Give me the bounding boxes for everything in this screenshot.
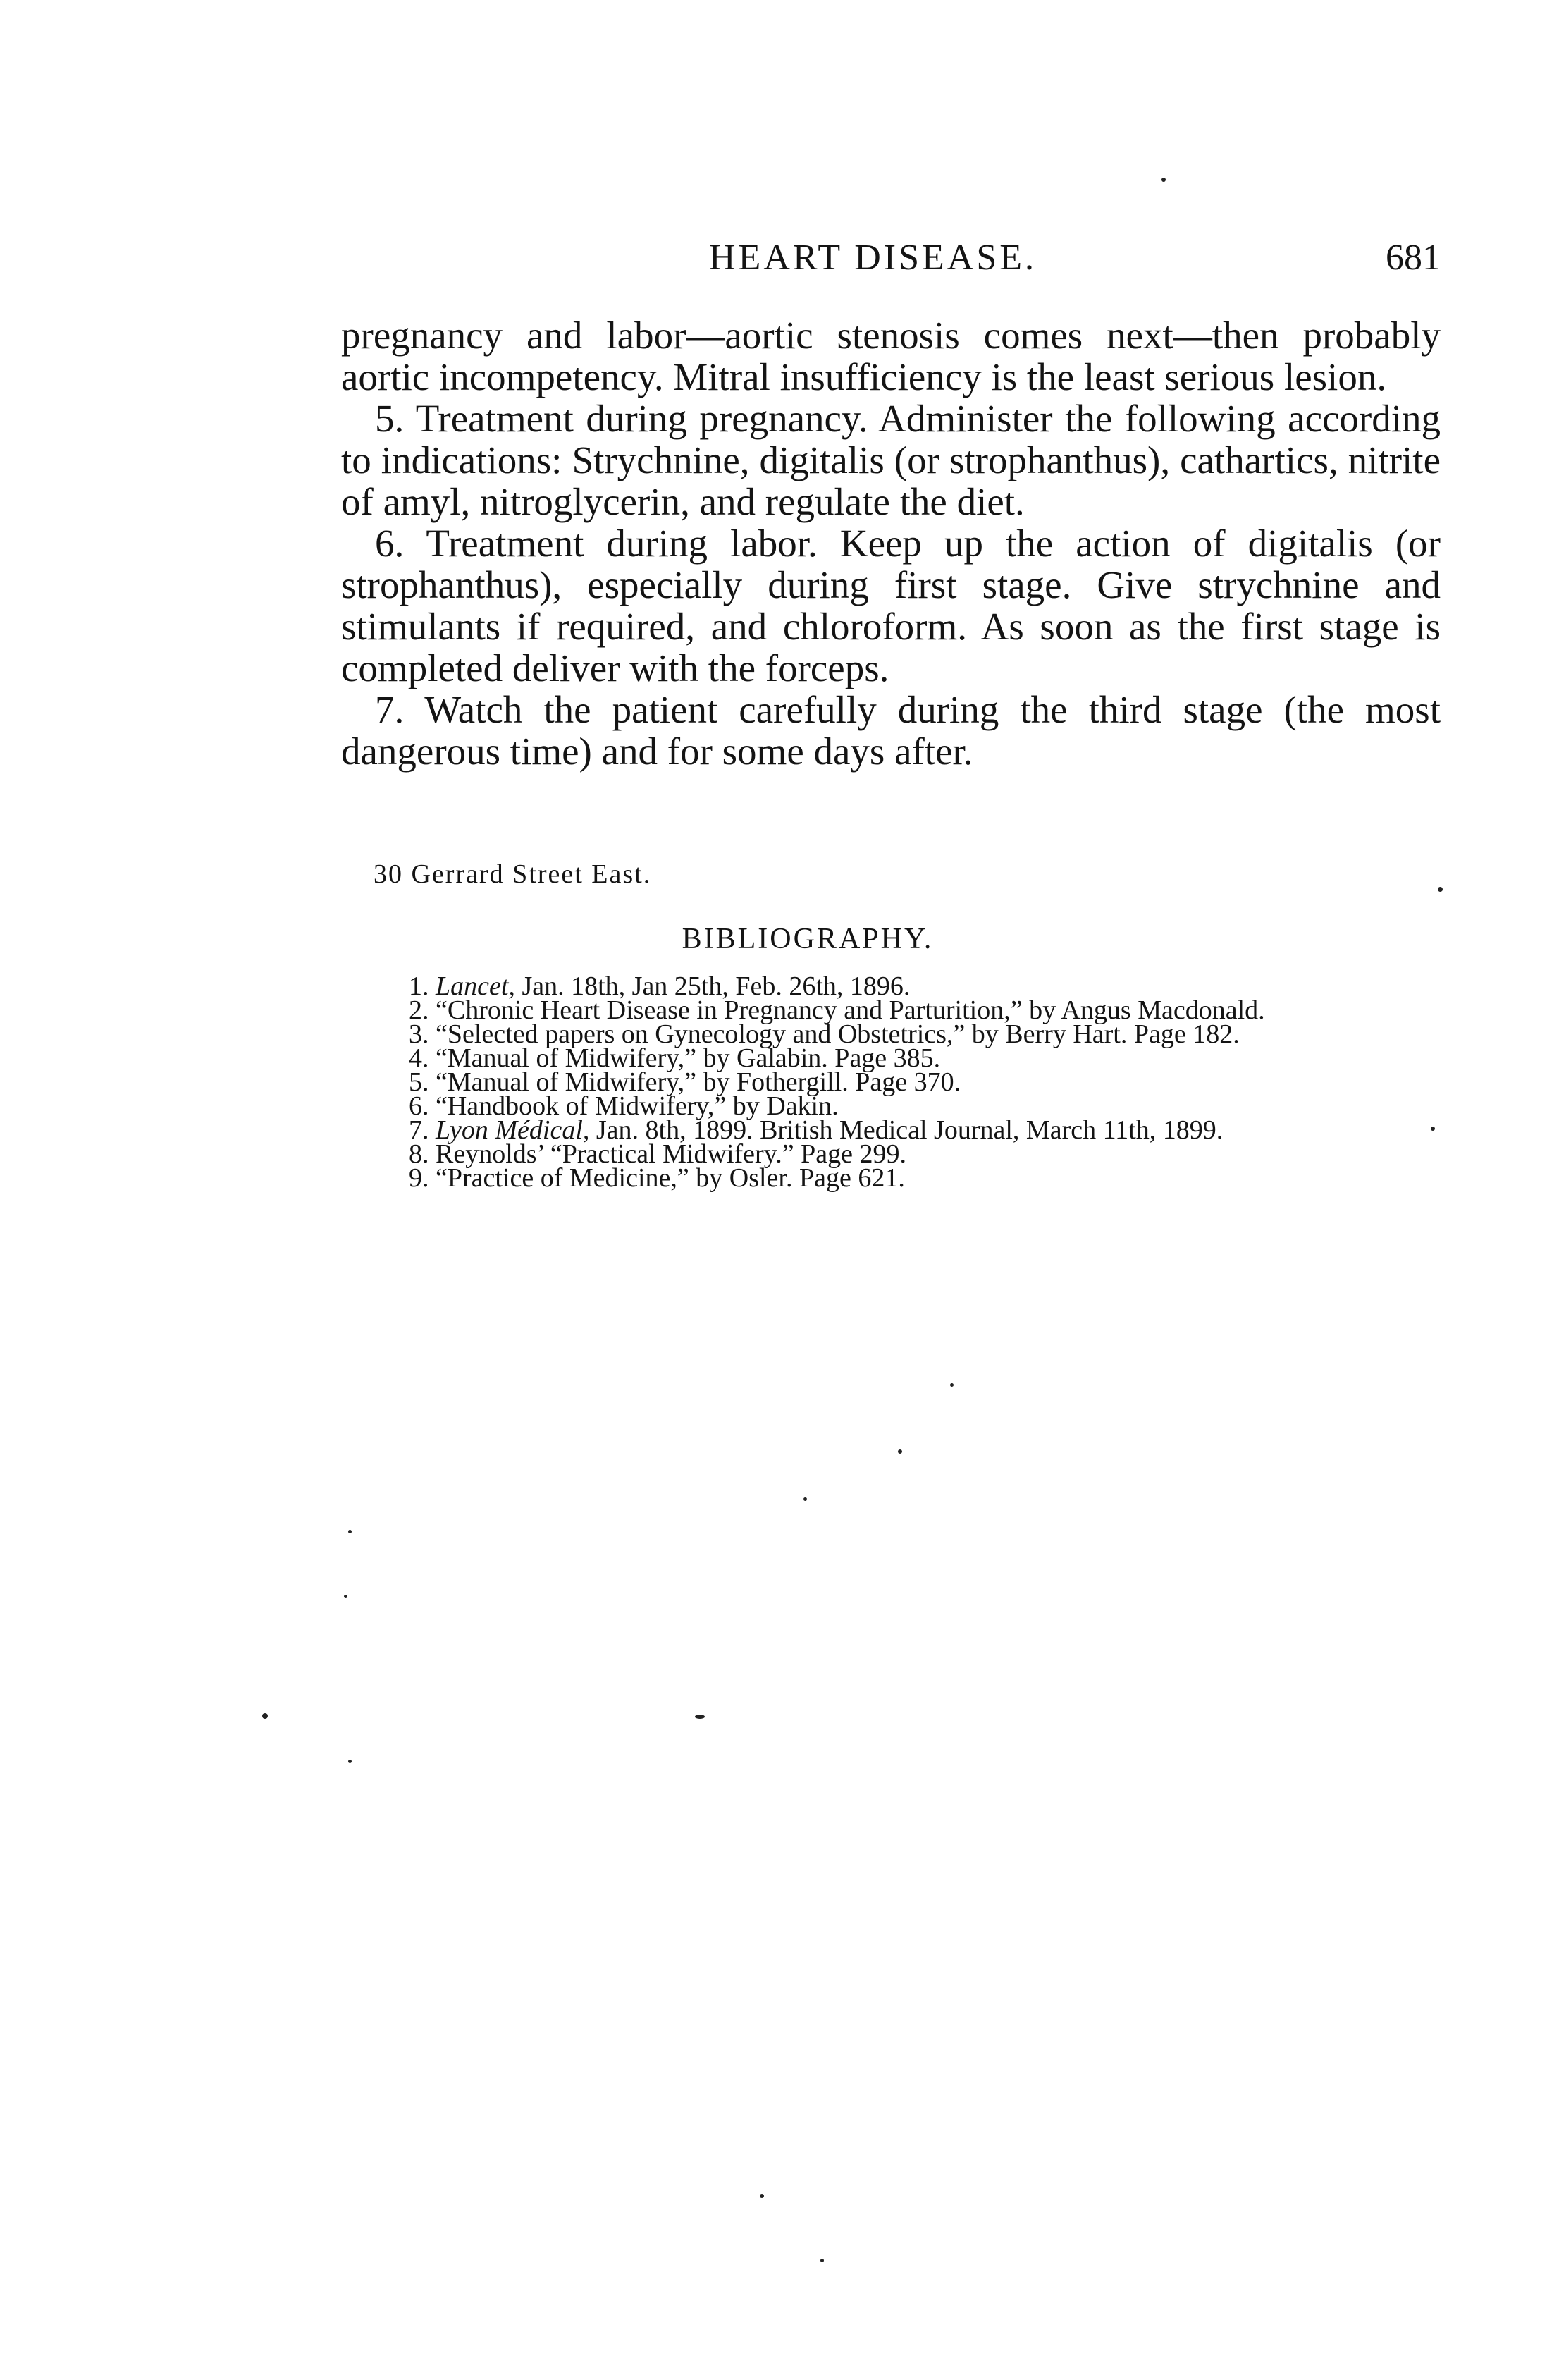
- page-header: [343, 237, 1456, 286]
- scan-speck: [820, 2259, 824, 2262]
- paragraph-watch-patient: 7. Watch the patient carefully during the third stage (the most dangerous time) and for some days after.: [341, 688, 1441, 773]
- bibliography-item: 1. Lancet, Jan. 18th, Jan 25th, Feb. 26th, 1896.: [409, 971, 911, 1001]
- bibliography-item: 3. “Selected papers on Gynecology and Obstetrics,” by Berry Hart. Page 182.: [409, 1019, 1240, 1049]
- bibliography-item: 5. “Manual of Midwifery,” by Fothergill. Page 370.: [409, 1067, 961, 1097]
- paragraph-treatment-pregnancy: 5. Treatment during pregnancy. Administer the following according to indications: Strychnine, digitalis (or strophanthus), cathartics, nitrite of amyl, nitroglycerin, and regulate the diet.: [341, 397, 1441, 523]
- scan-speck: [1161, 178, 1166, 182]
- scan-speck: [348, 1760, 352, 1763]
- author-address: 30 Gerrard Street East.: [374, 859, 652, 889]
- bibliography-item: 8. Reynolds’ “Practical Midwifery.” Page 299.: [409, 1139, 906, 1169]
- bibliography-list: [341, 971, 1438, 1193]
- scan-speck: [1431, 1127, 1435, 1131]
- page-number: 681: [1386, 238, 1441, 278]
- paragraph-continuation: pregnancy and labor—aortic stenosis comes next—then probably aortic incompetency. Mitral insufficiency is the least serious lesion.: [341, 314, 1441, 398]
- bibliography-item: 9. “Practice of Medicine,” by Osler. Page 621.: [409, 1163, 905, 1193]
- body-text: [341, 314, 1441, 772]
- running-title: HEART DISEASE.: [709, 238, 1037, 278]
- paragraph-treatment-labor: 6. Treatment during labor. Keep up the action of digitalis (or strophanthus), especially during first stage. Give strychnine and stimulants if required, and chloroform. As soon as the first stage is completed deliver with the forceps.: [341, 522, 1441, 689]
- scan-speck: [950, 1383, 954, 1387]
- bibliography-item: 4. “Manual of Midwifery,” by Galabin. Page 385.: [409, 1043, 941, 1073]
- bibliography-heading: BIBLIOGRAPHY.: [682, 923, 934, 955]
- scan-speck: [344, 1595, 347, 1598]
- scan-speck: [760, 2194, 764, 2198]
- bibliography-item: 7. Lyon Médical, Jan. 8th, 1899. British Medical Journal, March 11th, 1899.: [409, 1115, 1224, 1145]
- scan-speck: [348, 1530, 352, 1533]
- scan-speck: [803, 1497, 807, 1501]
- scan-speck: [262, 1713, 268, 1719]
- scan-speck: [1438, 887, 1443, 892]
- scan-speck: [695, 1715, 705, 1719]
- scan-speck: [898, 1449, 902, 1454]
- bibliography-item: 6. “Handbook of Midwifery,” by Dakin.: [409, 1091, 839, 1121]
- bibliography-item: 2. “Chronic Heart Disease in Pregnancy and Parturition,” by Angus Macdonald.: [409, 995, 1265, 1025]
